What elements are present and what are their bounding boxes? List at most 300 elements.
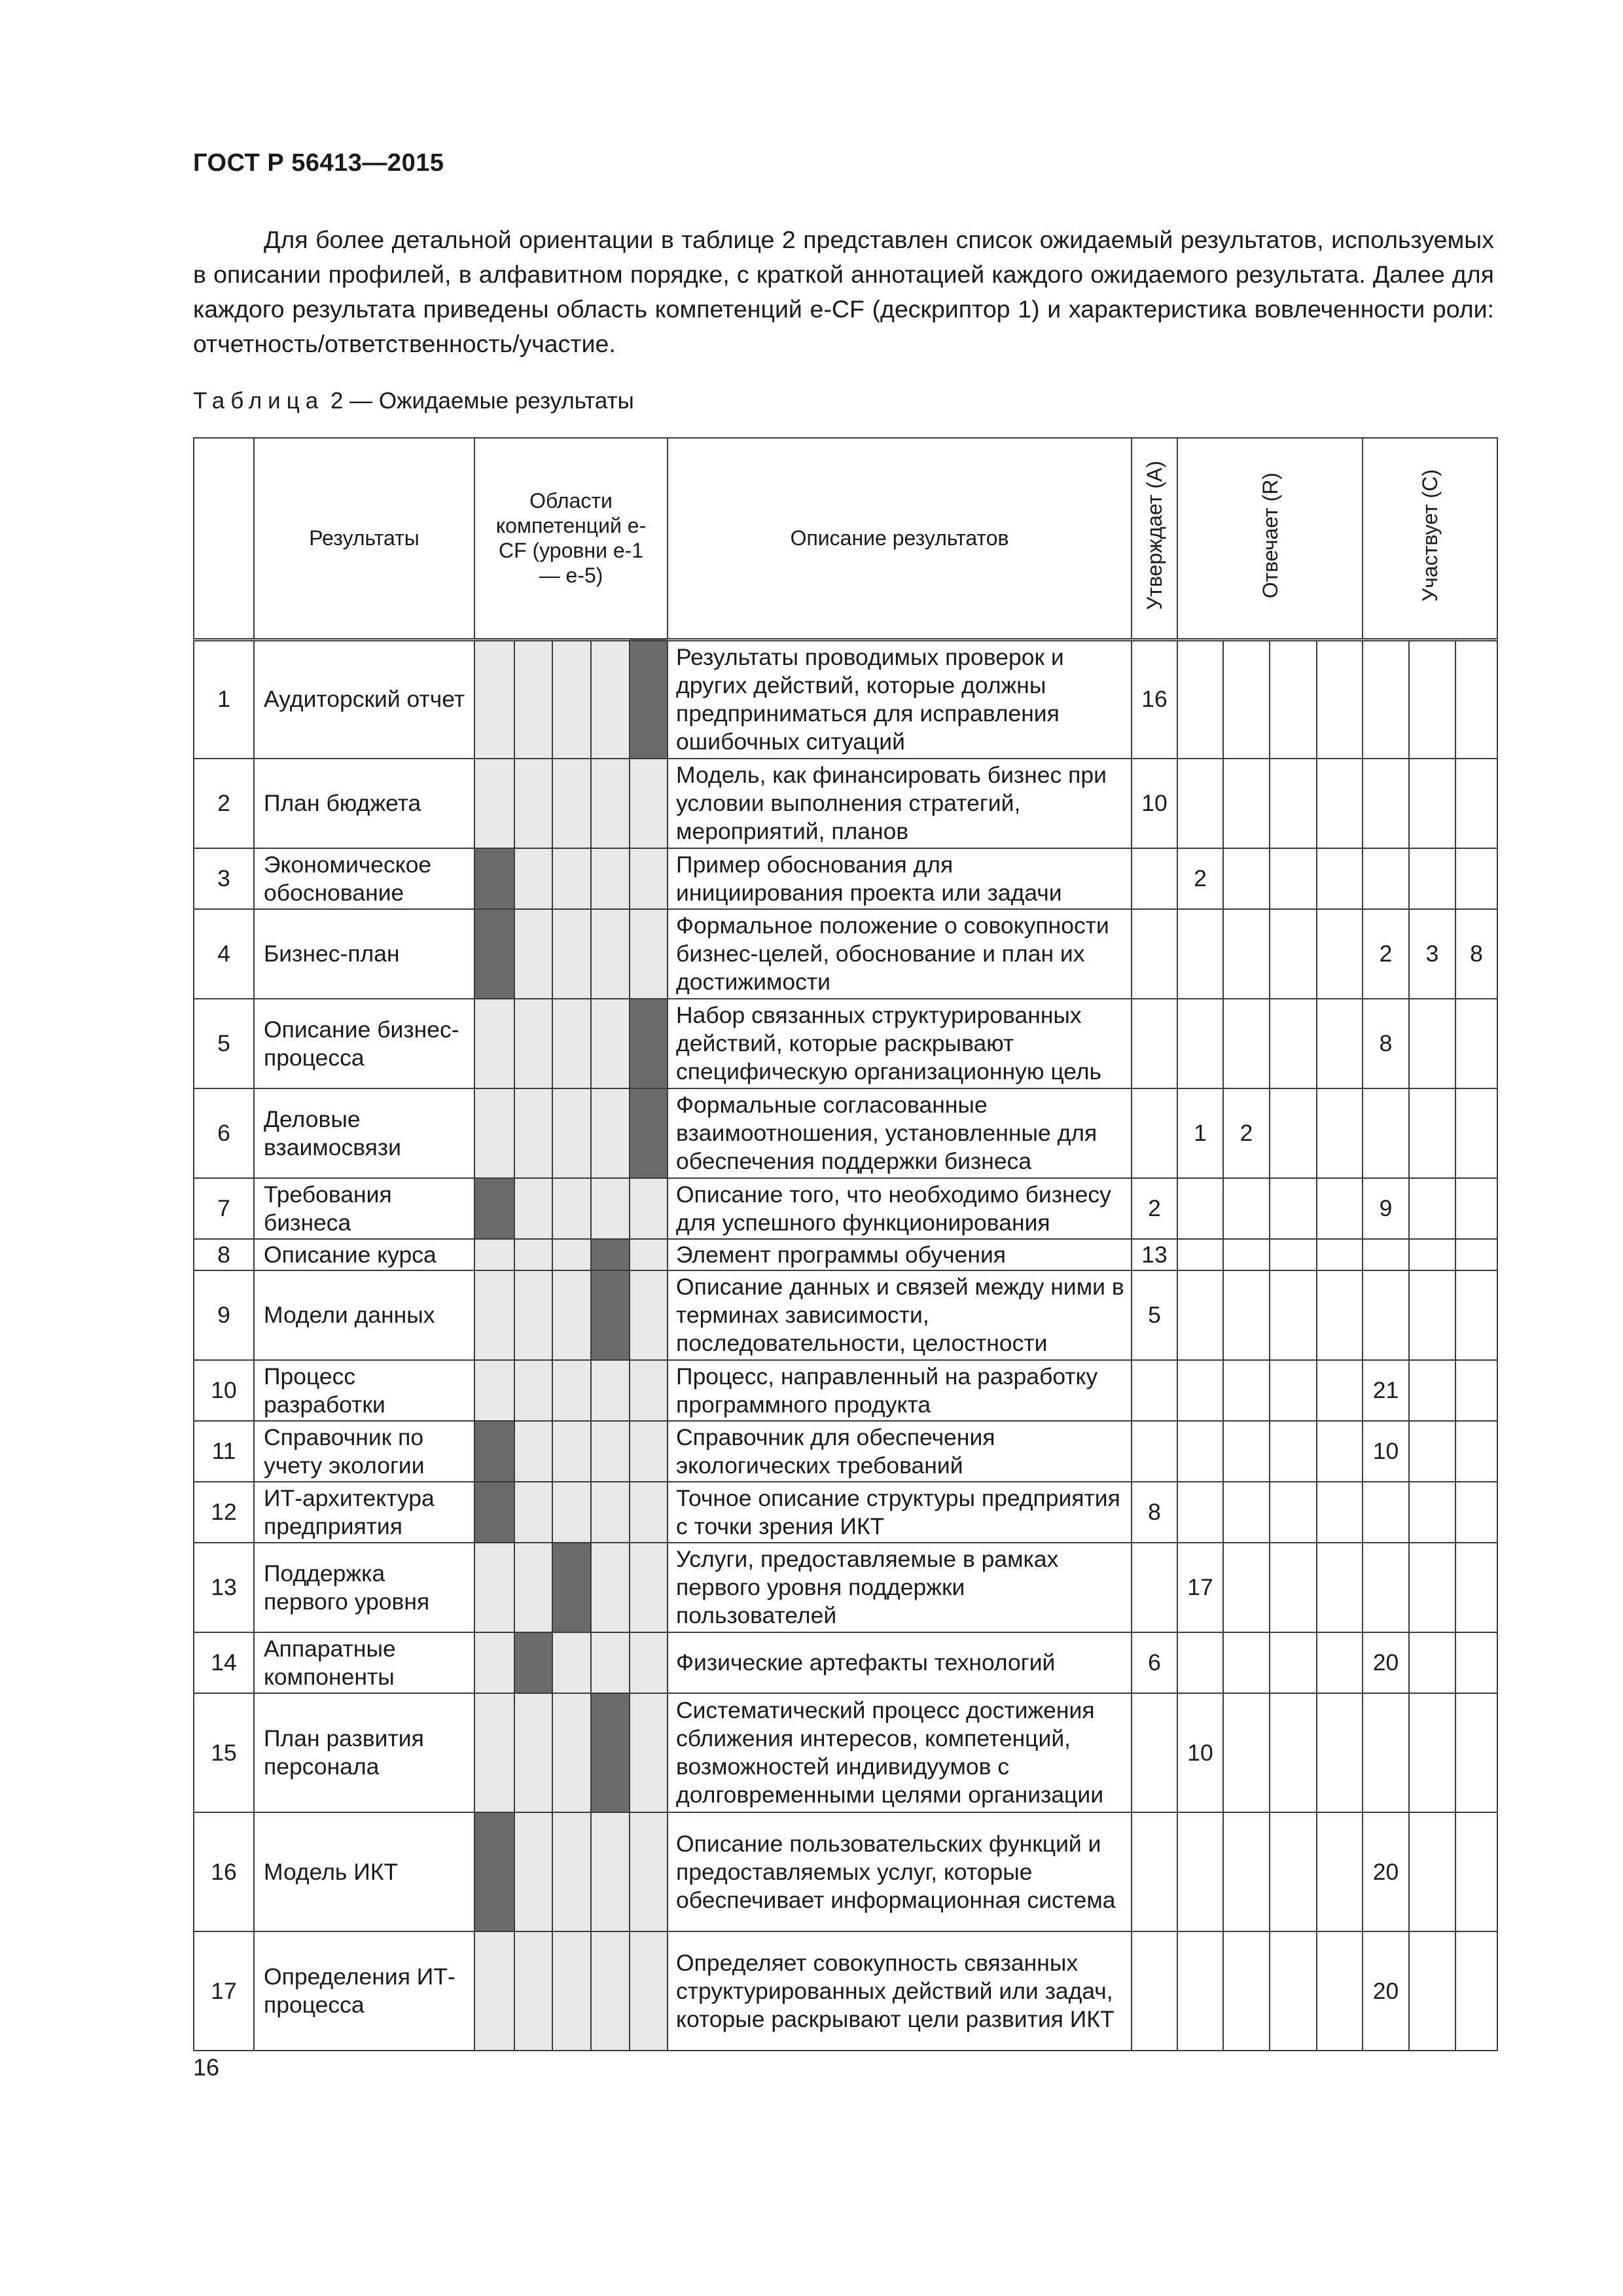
approves-cell: 13 xyxy=(1132,1239,1177,1270)
participates-cell xyxy=(1363,1239,1409,1270)
responds-cell: 17 xyxy=(1177,1543,1223,1632)
responds-cell xyxy=(1177,639,1223,759)
competence-level-e5-cell xyxy=(630,1360,668,1421)
responds-cell xyxy=(1270,1693,1317,1812)
responds-cell xyxy=(1317,848,1363,909)
participates-cell xyxy=(1363,639,1409,759)
responds-cell: 10 xyxy=(1177,1693,1223,1812)
competence-level-e2-cell xyxy=(514,1931,552,2051)
row-result-name: ИТ-архитектура предприятия xyxy=(254,1482,474,1543)
competence-level-e2-cell xyxy=(514,1482,552,1543)
participates-cell: 8 xyxy=(1363,999,1409,1088)
row-description: Формальные согласованные взаимоотношения, установленные для обеспечения поддержки бизнеса xyxy=(668,1088,1132,1178)
competence-level-e4-cell xyxy=(591,759,630,848)
responds-cell xyxy=(1223,1360,1270,1421)
participates-cell: 9 xyxy=(1363,1178,1409,1239)
competence-level-e2-cell xyxy=(514,639,552,759)
table-body xyxy=(194,639,1497,2051)
competence-level-e3-cell xyxy=(552,1543,591,1632)
responds-cell: 2 xyxy=(1223,1088,1270,1178)
row-number: 16 xyxy=(194,1812,254,1931)
responds-cell xyxy=(1177,999,1223,1088)
row-description: Элемент программы обучения xyxy=(668,1239,1132,1270)
responds-cell xyxy=(1177,1270,1223,1360)
competence-level-e1-cell xyxy=(474,1693,514,1812)
row-result-name: Поддержка первого уровня xyxy=(254,1543,474,1632)
participates-cell xyxy=(1363,1270,1409,1360)
responds-cell xyxy=(1270,1812,1317,1931)
competence-level-e4-cell xyxy=(591,1632,630,1693)
responds-cell xyxy=(1177,1482,1223,1543)
participates-cell xyxy=(1409,1543,1455,1632)
responds-cell xyxy=(1177,1239,1223,1270)
row-description: Описание данных и связей между ними в терминах зависимости, последовательности, целостности xyxy=(668,1270,1132,1360)
competence-level-e5-cell xyxy=(630,1693,668,1812)
approves-cell xyxy=(1132,848,1177,909)
participates-cell xyxy=(1455,1270,1497,1360)
row-result-name: Аппаратные компоненты xyxy=(254,1632,474,1693)
participates-cell xyxy=(1409,1482,1455,1543)
competence-level-e1-cell xyxy=(474,1543,514,1632)
responds-cell xyxy=(1270,759,1317,848)
competence-level-e5-cell xyxy=(630,848,668,909)
row-result-name: Определения ИТ-процесса xyxy=(254,1931,474,2051)
competence-level-e3-cell xyxy=(552,1270,591,1360)
row-description: Набор связанных структурированных действий, которые раскрывают специфическую организационную цель xyxy=(668,999,1132,1088)
row-number: 1 xyxy=(194,639,254,759)
approves-cell xyxy=(1132,1693,1177,1812)
competence-level-e5-cell xyxy=(630,1178,668,1239)
responds-cell xyxy=(1317,759,1363,848)
participates-cell: 2 xyxy=(1363,909,1409,999)
responds-cell xyxy=(1317,1421,1363,1482)
table-row xyxy=(194,1178,1497,1239)
participates-cell: 20 xyxy=(1363,1632,1409,1693)
responds-cell xyxy=(1177,1632,1223,1693)
header-approves xyxy=(1132,438,1177,639)
responds-cell xyxy=(1270,1543,1317,1632)
participates-cell xyxy=(1455,1693,1497,1812)
responds-cell xyxy=(1177,1178,1223,1239)
participates-cell xyxy=(1409,1931,1455,2051)
responds-cell xyxy=(1317,1178,1363,1239)
row-description: Систематический процесс достижения сближения интересов, компетенций, возможностей индивидуумов с долговременными целями организации xyxy=(668,1693,1132,1812)
responds-cell xyxy=(1177,1421,1223,1482)
participates-cell xyxy=(1455,1482,1497,1543)
approves-cell xyxy=(1132,1812,1177,1931)
row-description: Определяет совокупность связанных структурированных действий или задач, которые раскрывают цели развития ИКТ xyxy=(668,1931,1132,2051)
competence-level-e2-cell xyxy=(514,1239,552,1270)
responds-cell xyxy=(1317,639,1363,759)
competence-level-e2-cell xyxy=(514,909,552,999)
participates-cell xyxy=(1409,1270,1455,1360)
participates-cell xyxy=(1455,759,1497,848)
competence-level-e1-cell xyxy=(474,1088,514,1178)
responds-cell xyxy=(1223,1812,1270,1931)
competence-level-e1-cell xyxy=(474,1270,514,1360)
table-caption xyxy=(193,388,634,414)
participates-cell xyxy=(1409,1632,1455,1693)
row-description: Процесс, направленный на разработку программного продукта xyxy=(668,1360,1132,1421)
competence-level-e2-cell xyxy=(514,1632,552,1693)
competence-level-e1-cell xyxy=(474,1421,514,1482)
responds-cell xyxy=(1177,909,1223,999)
participates-cell xyxy=(1363,1693,1409,1812)
competence-level-e2-cell xyxy=(514,1088,552,1178)
participates-cell: 10 xyxy=(1363,1421,1409,1482)
responds-cell xyxy=(1317,1482,1363,1543)
competence-level-e2-cell xyxy=(514,848,552,909)
responds-cell xyxy=(1317,1812,1363,1931)
competence-level-e4-cell xyxy=(591,848,630,909)
row-result-name: Процесс разработки xyxy=(254,1360,474,1421)
competence-level-e5-cell xyxy=(630,1812,668,1931)
competence-level-e5-cell xyxy=(630,1239,668,1270)
header-results: Результаты xyxy=(254,438,474,639)
participates-cell xyxy=(1363,1543,1409,1632)
responds-cell xyxy=(1317,999,1363,1088)
competence-level-e2-cell xyxy=(514,1360,552,1421)
table-row xyxy=(194,1931,1497,2051)
row-number: 14 xyxy=(194,1632,254,1693)
row-number: 12 xyxy=(194,1482,254,1543)
table-row xyxy=(194,1239,1497,1270)
participates-cell xyxy=(1409,639,1455,759)
responds-cell xyxy=(1270,999,1317,1088)
participates-cell xyxy=(1455,1421,1497,1482)
row-result-name: План развития персонала xyxy=(254,1693,474,1812)
participates-cell xyxy=(1363,848,1409,909)
participates-cell xyxy=(1409,1178,1455,1239)
competence-level-e3-cell xyxy=(552,909,591,999)
header-responds xyxy=(1177,438,1363,639)
table-row xyxy=(194,1632,1497,1693)
competence-level-e1-cell xyxy=(474,1812,514,1931)
competence-level-e2-cell xyxy=(514,1693,552,1812)
competence-level-e5-cell xyxy=(630,1632,668,1693)
competence-level-e5-cell xyxy=(630,1931,668,2051)
competence-level-e5-cell xyxy=(630,1270,668,1360)
responds-cell xyxy=(1223,1421,1270,1482)
participates-cell: 8 xyxy=(1455,909,1497,999)
row-number: 10 xyxy=(194,1360,254,1421)
table-row xyxy=(194,1360,1497,1421)
row-number: 8 xyxy=(194,1239,254,1270)
header-description: Описание результатов xyxy=(668,438,1132,639)
approves-cell: 5 xyxy=(1132,1270,1177,1360)
row-number: 11 xyxy=(194,1421,254,1482)
competence-level-e5-cell xyxy=(630,639,668,759)
participates-cell xyxy=(1363,1088,1409,1178)
responds-cell xyxy=(1270,1360,1317,1421)
header-participates-label: Участвует (C) xyxy=(1418,469,1442,602)
page-number: 16 xyxy=(193,2054,220,2081)
row-result-name: Экономическое обоснование xyxy=(254,848,474,909)
competence-level-e4-cell xyxy=(591,639,630,759)
participates-cell xyxy=(1455,848,1497,909)
competence-level-e2-cell xyxy=(514,759,552,848)
competence-level-e1-cell xyxy=(474,909,514,999)
competence-level-e1-cell xyxy=(474,759,514,848)
competence-level-e4-cell xyxy=(591,1088,630,1178)
row-description: Точное описание структуры предприятия с точки зрения ИКТ xyxy=(668,1482,1132,1543)
competence-level-e5-cell xyxy=(630,759,668,848)
row-number: 2 xyxy=(194,759,254,848)
table-caption-title: 2 — Ожидаемые результаты xyxy=(324,388,634,414)
participates-cell xyxy=(1455,1543,1497,1632)
approves-cell xyxy=(1132,1360,1177,1421)
participates-cell xyxy=(1409,1693,1455,1812)
responds-cell xyxy=(1317,1088,1363,1178)
participates-cell xyxy=(1409,1239,1455,1270)
competence-level-e1-cell xyxy=(474,1931,514,2051)
competence-level-e4-cell xyxy=(591,999,630,1088)
competence-level-e3-cell xyxy=(552,1360,591,1421)
competence-level-e5-cell xyxy=(630,1421,668,1482)
row-description: Модель, как финансировать бизнес при условии выполнения стратегий, мероприятий, планов xyxy=(668,759,1132,848)
responds-cell xyxy=(1223,1632,1270,1693)
participates-cell xyxy=(1455,1812,1497,1931)
row-result-name: Справочник по учету экологии xyxy=(254,1421,474,1482)
competence-level-e3-cell xyxy=(552,759,591,848)
row-result-name: Модели данных xyxy=(254,1270,474,1360)
participates-cell xyxy=(1455,1088,1497,1178)
responds-cell xyxy=(1270,1088,1317,1178)
responds-cell xyxy=(1270,1482,1317,1543)
participates-cell xyxy=(1455,1178,1497,1239)
responds-cell xyxy=(1177,759,1223,848)
table-row xyxy=(194,848,1497,909)
responds-cell xyxy=(1270,1931,1317,2051)
responds-cell xyxy=(1223,1178,1270,1239)
responds-cell xyxy=(1223,999,1270,1088)
competence-level-e3-cell xyxy=(552,1812,591,1931)
table-row xyxy=(194,759,1497,848)
competence-level-e3-cell xyxy=(552,1482,591,1543)
approves-cell: 2 xyxy=(1132,1178,1177,1239)
responds-cell xyxy=(1223,1482,1270,1543)
row-result-name: Аудиторский отчет xyxy=(254,639,474,759)
competence-level-e2-cell xyxy=(514,1421,552,1482)
row-number: 5 xyxy=(194,999,254,1088)
responds-cell xyxy=(1317,1693,1363,1812)
participates-cell xyxy=(1455,1931,1497,2051)
participates-cell xyxy=(1409,1421,1455,1482)
competence-level-e2-cell xyxy=(514,999,552,1088)
competence-level-e3-cell xyxy=(552,1693,591,1812)
document-header: ГОСТ Р 56413—2015 xyxy=(193,149,444,177)
responds-cell xyxy=(1317,1543,1363,1632)
header-participates xyxy=(1363,438,1497,639)
row-result-name: План бюджета xyxy=(254,759,474,848)
responds-cell xyxy=(1223,1239,1270,1270)
competence-level-e5-cell xyxy=(630,1543,668,1632)
header-responds-label: Отвечает (R) xyxy=(1258,473,1282,599)
competence-level-e1-cell xyxy=(474,1360,514,1421)
competence-level-e1-cell xyxy=(474,1178,514,1239)
responds-cell xyxy=(1223,639,1270,759)
approves-cell xyxy=(1132,1931,1177,2051)
row-number: 7 xyxy=(194,1178,254,1239)
row-number: 9 xyxy=(194,1270,254,1360)
approves-cell: 16 xyxy=(1132,639,1177,759)
competence-level-e3-cell xyxy=(552,1421,591,1482)
responds-cell xyxy=(1177,1812,1223,1931)
competence-level-e4-cell xyxy=(591,1482,630,1543)
participates-cell: 21 xyxy=(1363,1360,1409,1421)
competence-level-e3-cell xyxy=(552,999,591,1088)
row-number: 13 xyxy=(194,1543,254,1632)
participates-cell: 20 xyxy=(1363,1931,1409,2051)
table-row xyxy=(194,909,1497,999)
competence-level-e4-cell xyxy=(591,909,630,999)
table-row xyxy=(194,1812,1497,1931)
competence-level-e1-cell xyxy=(474,999,514,1088)
header-number xyxy=(194,438,254,639)
participates-cell xyxy=(1455,1360,1497,1421)
intro-paragraph xyxy=(193,223,1494,361)
participates-cell xyxy=(1455,1632,1497,1693)
results-table xyxy=(193,437,1498,2051)
participates-cell: 20 xyxy=(1363,1812,1409,1931)
row-number: 17 xyxy=(194,1931,254,2051)
table-caption-label: Таблица xyxy=(193,388,325,414)
row-number: 4 xyxy=(194,909,254,999)
competence-level-e4-cell xyxy=(591,1693,630,1812)
competence-level-e3-cell xyxy=(552,1632,591,1693)
row-number: 15 xyxy=(194,1693,254,1812)
responds-cell xyxy=(1317,1270,1363,1360)
competence-level-e2-cell xyxy=(514,1812,552,1931)
competence-level-e5-cell xyxy=(630,999,668,1088)
table-row xyxy=(194,1543,1497,1632)
row-result-name: Описание бизнес-процесса xyxy=(254,999,474,1088)
competence-level-e4-cell xyxy=(591,1178,630,1239)
approves-cell xyxy=(1132,1421,1177,1482)
participates-cell xyxy=(1409,999,1455,1088)
row-description: Справочник для обеспечения экологических требований xyxy=(668,1421,1132,1482)
competence-level-e2-cell xyxy=(514,1178,552,1239)
table-row xyxy=(194,1270,1497,1360)
competence-level-e2-cell xyxy=(514,1543,552,1632)
table-header-row xyxy=(194,438,1497,639)
participates-cell xyxy=(1409,759,1455,848)
competence-level-e1-cell xyxy=(474,848,514,909)
competence-level-e5-cell xyxy=(630,909,668,999)
responds-cell: 1 xyxy=(1177,1088,1223,1178)
responds-cell xyxy=(1270,1270,1317,1360)
responds-cell xyxy=(1177,1360,1223,1421)
competence-level-e4-cell xyxy=(591,1421,630,1482)
responds-cell xyxy=(1317,1239,1363,1270)
table-row xyxy=(194,1693,1497,1812)
responds-cell xyxy=(1270,909,1317,999)
table-row xyxy=(194,1482,1497,1543)
competence-level-e4-cell xyxy=(591,1931,630,2051)
row-description: Услуги, предоставляемые в рамках первого уровня поддержки пользователей xyxy=(668,1543,1132,1632)
row-description: Описание пользовательских функций и предоставляемых услуг, которые обеспечивает информационная система xyxy=(668,1812,1132,1931)
row-result-name: Модель ИКТ xyxy=(254,1812,474,1931)
competence-level-e5-cell xyxy=(630,1482,668,1543)
header-approves-label: Утверждает (A) xyxy=(1143,461,1167,611)
competence-level-e4-cell xyxy=(591,1270,630,1360)
responds-cell xyxy=(1223,1270,1270,1360)
row-result-name: Бизнес-план xyxy=(254,909,474,999)
responds-cell xyxy=(1223,1693,1270,1812)
intro-text: Для более детальной ориентации в таблице 2 представлен список ожидаемый результатов, используемых в описании профилей, в алфавитном порядке, с краткой аннотацией каждого ожидаемого результата. Далее для каждого результата приведены область компетенций e-CF (дескриптор 1) и характеристика вовлеченности роли: отчетность/ответственность/участие. xyxy=(193,226,1494,357)
table-row xyxy=(194,1088,1497,1178)
competence-level-e4-cell xyxy=(591,1543,630,1632)
competence-level-e1-cell xyxy=(474,1482,514,1543)
responds-cell xyxy=(1270,1632,1317,1693)
approves-cell xyxy=(1132,909,1177,999)
row-description: Описание того, что необходимо бизнесу для успешного функционирования xyxy=(668,1178,1132,1239)
approves-cell xyxy=(1132,999,1177,1088)
responds-cell: 2 xyxy=(1177,848,1223,909)
participates-cell xyxy=(1409,848,1455,909)
responds-cell xyxy=(1317,909,1363,999)
participates-cell xyxy=(1409,1812,1455,1931)
responds-cell xyxy=(1270,1178,1317,1239)
competence-level-e3-cell xyxy=(552,848,591,909)
competence-level-e4-cell xyxy=(591,1239,630,1270)
responds-cell xyxy=(1223,848,1270,909)
row-result-name: Требования бизнеса xyxy=(254,1178,474,1239)
competence-level-e2-cell xyxy=(514,1270,552,1360)
row-description: Формальное положение о совокупности бизнес-целей, обоснование и план их достижимости xyxy=(668,909,1132,999)
competence-level-e1-cell xyxy=(474,1239,514,1270)
responds-cell xyxy=(1223,1543,1270,1632)
competence-level-e1-cell xyxy=(474,1632,514,1693)
competence-level-e4-cell xyxy=(591,1812,630,1931)
competence-level-e3-cell xyxy=(552,1178,591,1239)
responds-cell xyxy=(1270,639,1317,759)
participates-cell xyxy=(1363,759,1409,848)
competence-level-e4-cell xyxy=(591,1360,630,1421)
participates-cell xyxy=(1409,1360,1455,1421)
row-number: 3 xyxy=(194,848,254,909)
responds-cell xyxy=(1317,1632,1363,1693)
responds-cell xyxy=(1317,1360,1363,1421)
competence-level-e5-cell xyxy=(630,1088,668,1178)
approves-cell xyxy=(1132,1088,1177,1178)
competence-level-e3-cell xyxy=(552,639,591,759)
row-description: Физические артефакты технологий xyxy=(668,1632,1132,1693)
participates-cell xyxy=(1455,1239,1497,1270)
participates-cell xyxy=(1455,639,1497,759)
approves-cell: 6 xyxy=(1132,1632,1177,1693)
competence-level-e1-cell xyxy=(474,639,514,759)
responds-cell xyxy=(1223,759,1270,848)
participates-cell xyxy=(1409,1088,1455,1178)
row-result-name: Деловые взаимосвязи xyxy=(254,1088,474,1178)
competence-level-e3-cell xyxy=(552,1239,591,1270)
approves-cell: 8 xyxy=(1132,1482,1177,1543)
responds-cell xyxy=(1270,1239,1317,1270)
participates-cell xyxy=(1455,999,1497,1088)
participates-cell xyxy=(1363,1482,1409,1543)
responds-cell xyxy=(1223,909,1270,999)
responds-cell xyxy=(1177,1931,1223,2051)
competence-level-e3-cell xyxy=(552,1088,591,1178)
table-row xyxy=(194,999,1497,1088)
participates-cell: 3 xyxy=(1409,909,1455,999)
header-competence-areas: Области компетенций e-CF (уровни e-1 — e-5) xyxy=(474,438,668,639)
responds-cell xyxy=(1223,1931,1270,2051)
responds-cell xyxy=(1270,848,1317,909)
row-description: Пример обоснования для инициирования проекта или задачи xyxy=(668,848,1132,909)
row-description: Результаты проводимых проверок и других действий, которые должны предприниматься для исправления ошибочных ситуаций xyxy=(668,639,1132,759)
